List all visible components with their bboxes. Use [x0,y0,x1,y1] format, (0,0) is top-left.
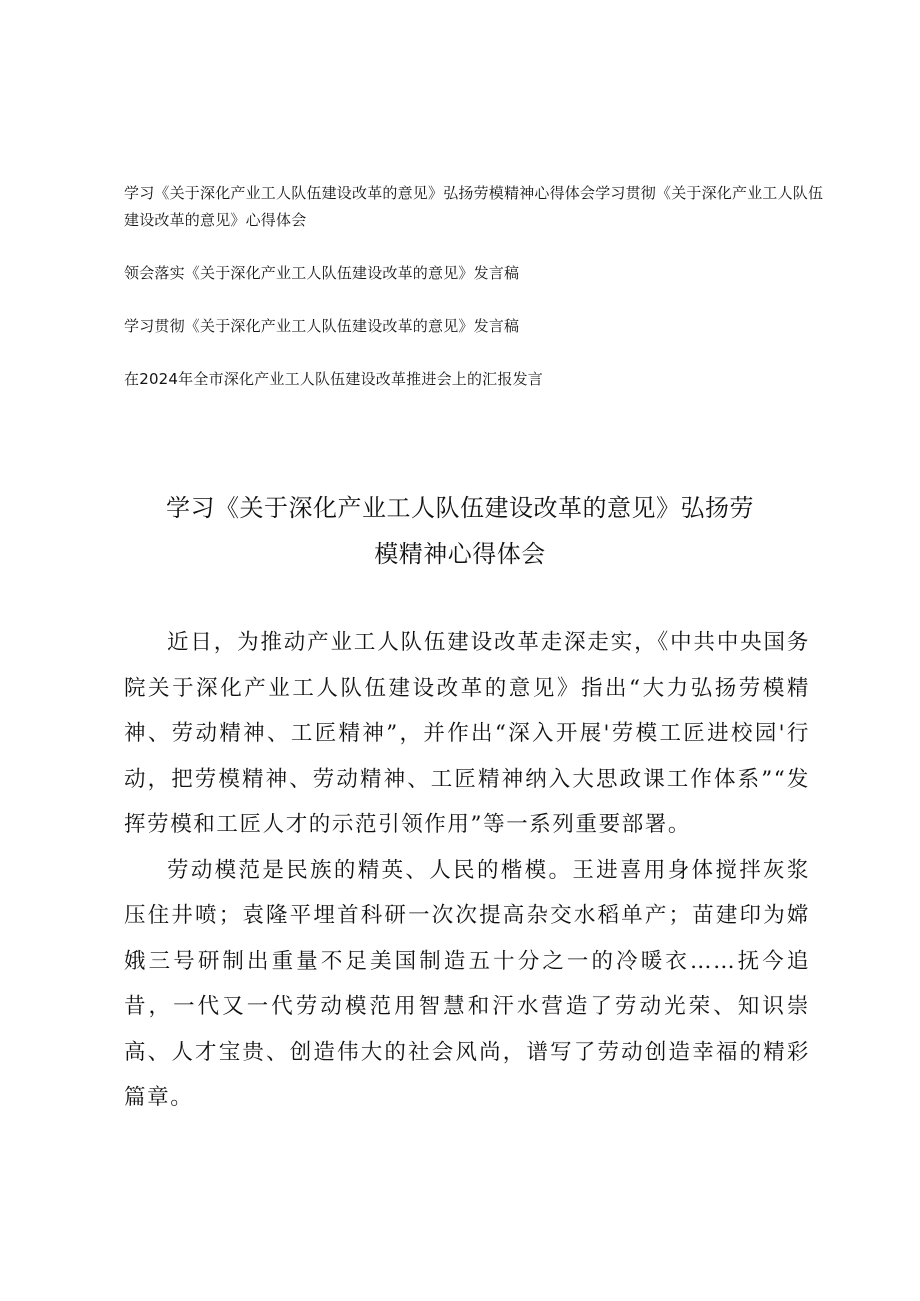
body-paragraph: 近日，为推动产业工人队伍建设改革走深走实，《中共中央国务院关于深化产业工人队伍建设改革的意见》指出“大力弘扬劳模精神、劳动精神、工匠精神”，并作出“深入开展'劳模工匠进校园'行动，把劳模精神、劳动精神、工匠精神纳入大思政课工作体系”“发挥劳模和工匠人才的示范引领作用”等一系列重要部署。 [124,630,810,837]
toc-item: 学习贯彻《关于深化产业工人队伍建设改革的意见》发言稿 [124,317,520,335]
toc-item: 学习《关于深化产业工人队伍建设改革的意见》弘扬劳模精神心得体会学习贯彻《关于深化产业工人队伍建设改革的意见》心得体会 [124,184,824,229]
article-title-line: 学习《关于深化产业工人队伍建设改革的意见》弘扬劳 [166,494,754,522]
article-title [110,485,810,577]
article-body [124,620,810,1121]
article-title-line: 模精神心得体会 [374,540,546,568]
table-of-contents [124,180,824,419]
toc-item: 在2024年全市深化产业工人队伍建设改革推进会上的汇报发言 [124,370,543,388]
body-paragraph: 劳动模范是民族的精英、人民的楷模。王进喜用身体搅拌灰浆压住井喷；袁隆平埋首科研一次次提高杂交水稻单产；苗建印为嫦娥三号研制出重量不足美国制造五十分之一的冷暖衣……抚今追昔，一代又一代劳动模范用智慧和汗水营造了劳动光荣、知识崇高、人才宝贵、创造伟大的社会风尚，谱写了劳动创造幸福的精彩篇章。 [124,857,810,1110]
toc-item: 领会落实《关于深化产业工人队伍建设改革的意见》发言稿 [124,264,520,282]
